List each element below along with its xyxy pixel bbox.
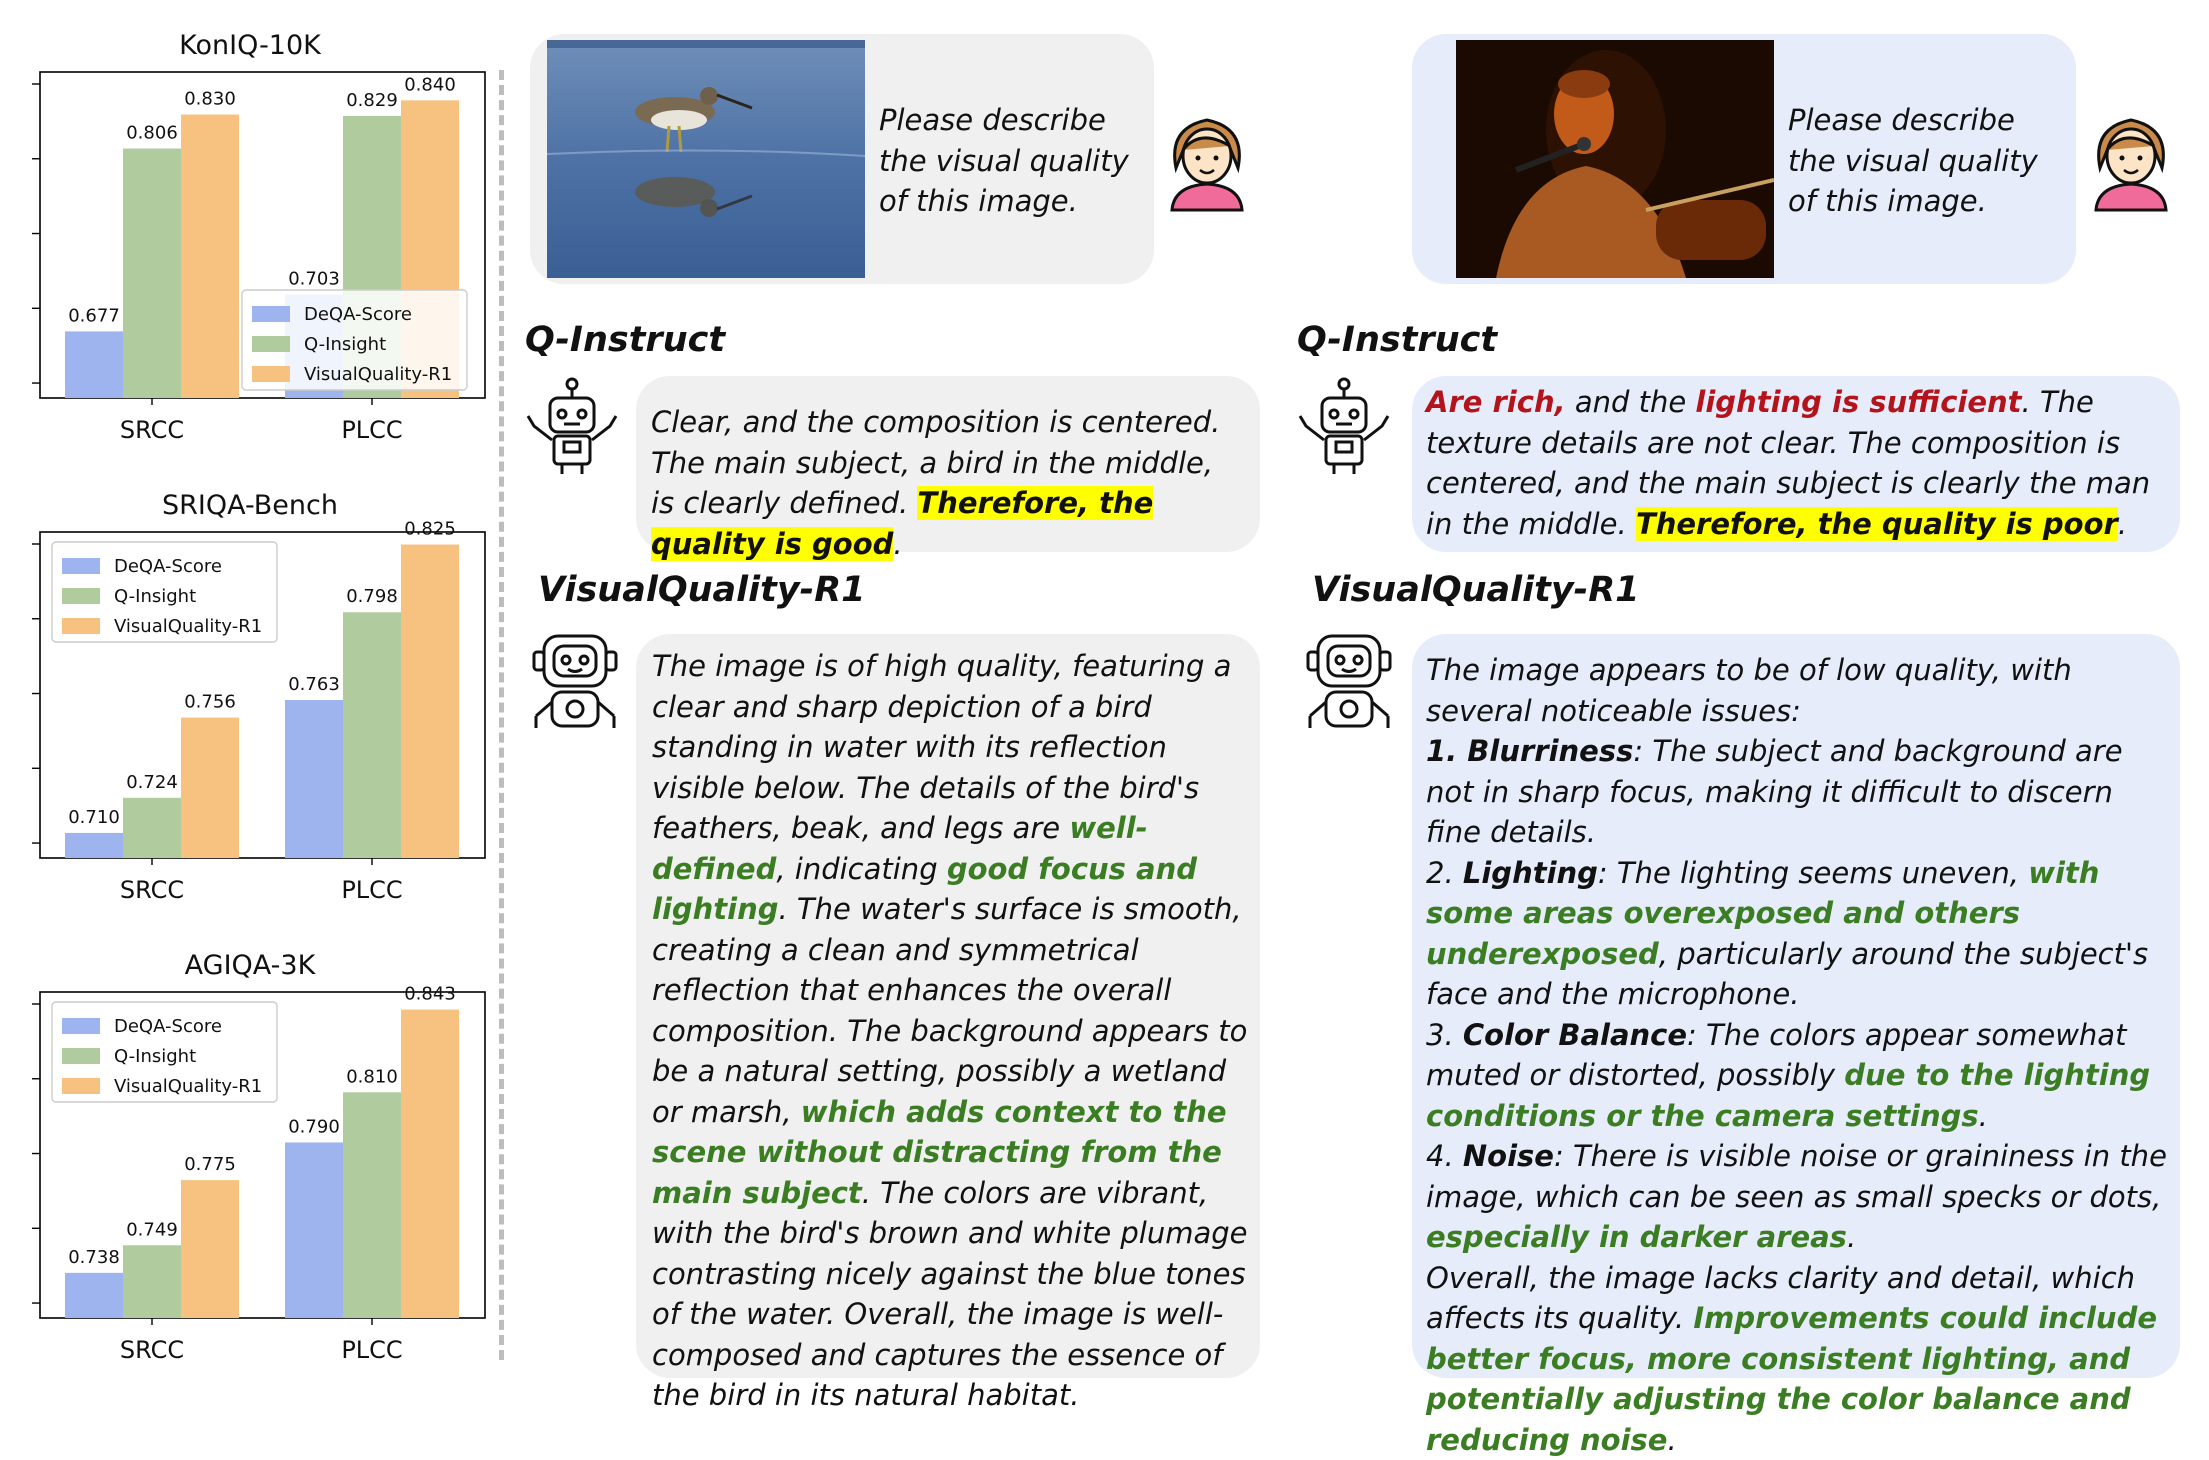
x-tick-label: SRCC: [120, 416, 184, 444]
answer-text: .: [1667, 1423, 1676, 1457]
answer-text: : There is visible noise or graininess in the image, which can be seen as small specks or dots,: [1426, 1139, 2167, 1214]
answer-text: .: [893, 527, 902, 561]
legend: [242, 290, 467, 390]
x-tick-label: PLCC: [341, 1336, 402, 1364]
singer-image: [1456, 40, 1774, 278]
issue-noise: [1426, 1136, 2168, 1258]
data-label: 0.825: [404, 519, 456, 540]
chart-koniq-svg: [0, 52, 500, 472]
singer-photo: [1456, 40, 1774, 278]
vqr1-answer-left: [636, 634, 1260, 1378]
data-label: 0.738: [68, 1247, 120, 1268]
data-label: 0.806: [126, 123, 178, 144]
answer-text: , indicating: [776, 852, 947, 886]
robot-icon: [524, 376, 620, 476]
bar-q-insight: [343, 1092, 401, 1318]
legend-swatch: [62, 588, 100, 604]
answer-text: and the: [1566, 385, 1696, 419]
answer-text: . The water's surface is smooth, creating a clean and symmetrical reflection that enhances the overall composition. The background appears to be a natural setting, possibly a wetland or marsh,: [652, 892, 1247, 1129]
issue-title: 1. Blurriness: [1426, 734, 1633, 768]
conclusion-highlight: Therefore, the quality is poor: [1636, 507, 2118, 541]
legend-label: DeQA-Score: [114, 1016, 222, 1037]
legend-label: VisualQuality-R1: [114, 616, 262, 637]
bar-visualquality-r1: [401, 1010, 459, 1318]
answer-text: : The colors appear somewhat muted or distorted, possibly: [1426, 1018, 2126, 1093]
legend-swatch: [62, 1048, 100, 1064]
chart-title: SRIQA-Bench: [0, 490, 500, 521]
x-tick-label: PLCC: [341, 876, 402, 904]
answer-text: . The colors are vibrant, with the bird's brown and white plumage contrasting nicely against the blue tones of the water. Overall, the image is well-composed and captures the essence of the bird in its natural habitat.: [652, 1176, 1248, 1413]
bar-visualquality-r1: [181, 115, 239, 398]
bar-visualquality-r1: [181, 1180, 239, 1318]
conclusion-highlight: Therefore, the quality is good: [651, 486, 1153, 561]
data-label: 0.710: [68, 807, 120, 828]
legend-label: DeQA-Score: [304, 304, 412, 325]
highlight-green: with some areas overexposed and others underexposed: [1426, 856, 2099, 971]
legend-swatch: [252, 306, 290, 322]
robot-icon: [1296, 376, 1392, 476]
chart-sriqa: [0, 482, 500, 932]
vqr1-answer-right: [1412, 634, 2180, 1378]
issue-lighting: [1426, 853, 2168, 1015]
user-avatar-icon: [2084, 108, 2178, 212]
legend-swatch: [62, 1078, 100, 1094]
answer-text: , particularly around the subject's face and the microphone.: [1426, 937, 2148, 1012]
bar-q-insight: [123, 798, 181, 858]
highlight-green: good focus and lighting: [652, 852, 1197, 927]
data-label: 0.677: [68, 305, 120, 326]
issues-intro: The image appears to be of low quality, with several noticeable issues:: [1426, 650, 2168, 731]
legend-swatch: [252, 336, 290, 352]
data-label: 0.829: [346, 90, 398, 111]
answer-text: The image is of high quality, featuring a clear and sharp depiction of a bird standing in water with its reflection visible below. The details of the bird's feathers, beak, and legs are: [652, 649, 1231, 845]
data-label: 0.830: [184, 89, 236, 110]
issue-number: 4.: [1426, 1139, 1463, 1173]
bird-image: [547, 40, 865, 278]
data-label: 0.756: [184, 692, 236, 713]
legend-label: DeQA-Score: [114, 556, 222, 577]
bar-deqa-score: [65, 1273, 123, 1318]
x-tick-label: SRCC: [120, 876, 184, 904]
legend-label: Q-Insight: [114, 586, 196, 607]
issue-color-balance: [1426, 1015, 2168, 1137]
qinstruct-heading-left: Q-Instruct: [525, 320, 725, 360]
highlight-green: well-defined: [652, 811, 1148, 886]
vqr1-heading-left: VisualQuality-R1: [538, 570, 866, 610]
bar-deqa-score: [65, 331, 123, 398]
qinstruct-answer-right: [1412, 376, 2180, 552]
issue-title: Color Balance: [1463, 1018, 1687, 1052]
prompt-text: Please describe the visual quality of this image.: [879, 100, 1149, 222]
legend-swatch: [62, 558, 100, 574]
data-label: 0.763: [288, 674, 340, 695]
legend-swatch: [62, 1018, 100, 1034]
highlight-red: lighting is sufficient: [1695, 385, 2021, 419]
legend: [52, 542, 277, 642]
chart-title: AGIQA-3K: [0, 950, 500, 981]
chart-agiqa-svg: [0, 972, 500, 1392]
data-label: 0.724: [126, 772, 178, 793]
data-label: 0.810: [346, 1066, 398, 1087]
answer-text: . The texture details are not clear. The composition is centered, and the main subject is clearly the man in the middle.: [1426, 385, 2150, 541]
answer-text: : The lighting seems uneven,: [1598, 856, 2028, 890]
overall-summary: [1426, 1258, 2168, 1460]
highlight-green: due to the lighting conditions or the camera settings: [1426, 1058, 2150, 1133]
bar-visualquality-r1: [401, 545, 459, 858]
bar-deqa-score: [65, 833, 123, 858]
legend-label: VisualQuality-R1: [304, 364, 452, 385]
issue-number: 2.: [1426, 856, 1463, 890]
issue-number: 3.: [1426, 1018, 1463, 1052]
chart-agiqa: [0, 942, 500, 1392]
issue-title: Lighting: [1463, 856, 1598, 890]
data-label: 0.703: [288, 269, 340, 290]
data-label: 0.775: [184, 1154, 236, 1175]
robot-face-icon: [1304, 632, 1394, 736]
legend: [52, 1002, 277, 1102]
chart-sriqa-svg: [0, 512, 500, 932]
data-label: 0.749: [126, 1219, 178, 1240]
robot-face-icon: [530, 632, 620, 736]
data-label: 0.843: [404, 984, 456, 1005]
answer-text: .: [2118, 507, 2127, 541]
bar-deqa-score: [285, 700, 343, 858]
highlight-green: which adds context to the scene without distracting from the main subject: [652, 1095, 1227, 1210]
legend-label: VisualQuality-R1: [114, 1076, 262, 1097]
prompt-bubble-right: [1412, 34, 2076, 284]
answer-text: .: [1979, 1099, 1988, 1133]
user-avatar-icon: [1160, 108, 1254, 212]
qinstruct-heading-right: Q-Instruct: [1297, 320, 1497, 360]
legend-swatch: [62, 618, 100, 634]
bar-deqa-score: [285, 1142, 343, 1318]
prompt-bubble-left: [530, 34, 1154, 284]
answer-text: .: [1847, 1220, 1856, 1254]
legend-swatch: [252, 366, 290, 382]
highlight-red: Are rich,: [1426, 385, 1566, 419]
bar-visualquality-r1: [181, 718, 239, 858]
answer-text: Overall, the image lacks clarity and detail, which affects its quality.: [1426, 1261, 2135, 1336]
data-label: 0.790: [288, 1116, 340, 1137]
x-tick-label: PLCC: [341, 416, 402, 444]
legend-label: Q-Insight: [114, 1046, 196, 1067]
chart-koniq: [0, 22, 500, 472]
highlight-green: Improvements could include better focus, more consistent lighting, and potentially adjusting the color balance and reducing noise: [1426, 1301, 2157, 1457]
data-label: 0.798: [346, 586, 398, 607]
highlight-green: especially in darker areas: [1426, 1220, 1847, 1254]
bird-photo: [547, 40, 865, 278]
qinstruct-answer-left: [636, 376, 1260, 552]
data-label: 0.840: [404, 74, 456, 95]
issue-title: Noise: [1463, 1139, 1554, 1173]
legend-label: Q-Insight: [304, 334, 386, 355]
chart-title: KonIQ-10K: [0, 30, 500, 61]
answer-text: : The subject and background are not in sharp focus, making it difficult to discern fine details.: [1426, 734, 2123, 849]
bar-q-insight: [123, 1245, 181, 1318]
bar-q-insight: [123, 149, 181, 398]
bar-q-insight: [343, 612, 401, 858]
issue-blurriness: [1426, 731, 2168, 853]
answer-text: Clear, and the composition is centered. The main subject, a bird in the middle, is clearly defined.: [651, 405, 1220, 520]
prompt-text: Please describe the visual quality of this image.: [1788, 100, 2068, 222]
vqr1-heading-right: VisualQuality-R1: [1312, 570, 1640, 610]
x-tick-label: SRCC: [120, 1336, 184, 1364]
divider-dashed: [499, 70, 504, 1360]
